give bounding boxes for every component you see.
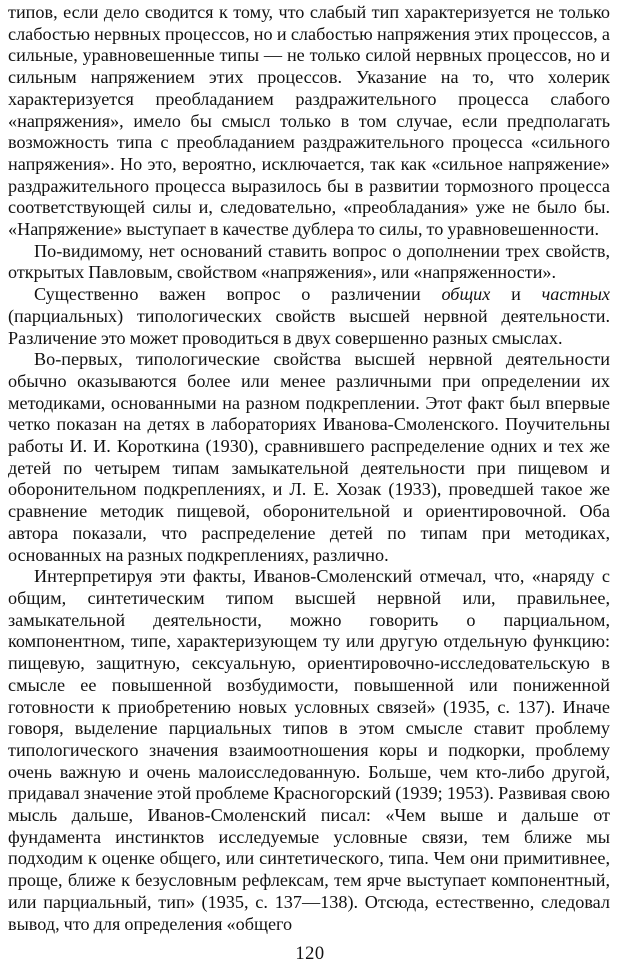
paragraph-1: типов, если дело сводится к тому, что слабый тип характеризуется не только слабостью нервных процессов, но и слабостью напряжения этих процессов, а сильные, уравновешенные типы — не только силой нервных процессов, но и сильным напряжением этих процессов. Указание на то, что холерик характеризуется преобладанием раздражительного процесса слабого «напряжения», имело бы смысл только в том случае, если предполагать возможность типа с преобладанием раздражительного процесса «сильного напряжения». Но это, вероятно, исключается, так как «сильное напряжение» раздражительного процесса выразилось бы в развитии тормозного процесса соответствующей силы и, следовательно, «преобладания» уже не было бы. «Напряжение» выступает в качестве дублера то силы, то уравновешенности. xyxy=(8,2,610,240)
paragraph-4: Во-первых, типологические свойства высшей нервной деятельности обычно оказываются более или менее различными при определении их методиками, основанными на разном подкреплении. Этот факт был впервые четко показан на детях в лабораториях Иванова-Смоленского. Поучительны работы И. И. Короткина (1930), сравнившего распределение одних и тех же детей по четырем типам замыкательной деятельности при пищевом и оборонительном подкреплениях, и Л. Е. Хозак (1933), проведшей такое же сравнение методик пищевой, оборонительной и ориентировочной. Оба автора показали, что распределение детей по типам при методиках, основанных на разных подкреплениях, различно. xyxy=(8,349,610,565)
paragraph-3 xyxy=(8,284,610,349)
paragraph-5: Интерпретируя эти факты, Иванов-Смоленский отмечал, что, «наряду с общим, синтетическим типом высшей нервной или, правильнее, замыкательной деятельности, можно говорить о парциальном, компонентном, типе, характеризующем ту или другую отдельную функцию: пищевую, защитную, сексуальную, ориентировочно-исследовательскую в смысле ее повышенной возбудимости, повышенной или пониженной готовности к приобретению новых условных связей» (1935, с. 137). Иначе говоря, выделение парциальных типов в этом смысле ставит проблему типологического значения взаимоотношения коры и подкорки, проблему очень важную и очень малоисследованную. Больше, чем кто-либо другой, придавал значение этой проблеме Красногорский (1939; 1953). Развивая свою мысль дальше, Иванов-Смоленский писал: «Чем выше и дальше от фундамента инстинктов исследуемые условные связи, тем ближе мы подходим к оценке общего, или синтетического, типа. Чем они примитивнее, проще, ближе к безусловным рефлексам, тем ярче выступает компонентный, или парциальный, тип» (1935, с. 137—138). Отсюда, естественно, следовал вывод, что для определения «общего xyxy=(8,566,610,934)
paragraph-2: По-видимому, нет оснований ставить вопрос о дополнении трех свойств, открытых Павловым, свойством «напряжения», или «напряженности». xyxy=(8,240,610,283)
emphasized-term-general: общих xyxy=(441,284,491,305)
paragraph-3-text-before: Существенно важен вопрос о различении xyxy=(34,284,442,305)
page-number: 120 xyxy=(295,944,325,964)
paragraph-3-text-middle: и xyxy=(490,284,542,305)
page-body-text xyxy=(8,2,610,935)
emphasized-term-partial: частных xyxy=(541,284,610,305)
paragraph-3-text-after: (парциальных) типологических свойств высшей нервной деятельности. Различение это может проводиться в двух совершенно разных смыслах. xyxy=(8,305,610,348)
